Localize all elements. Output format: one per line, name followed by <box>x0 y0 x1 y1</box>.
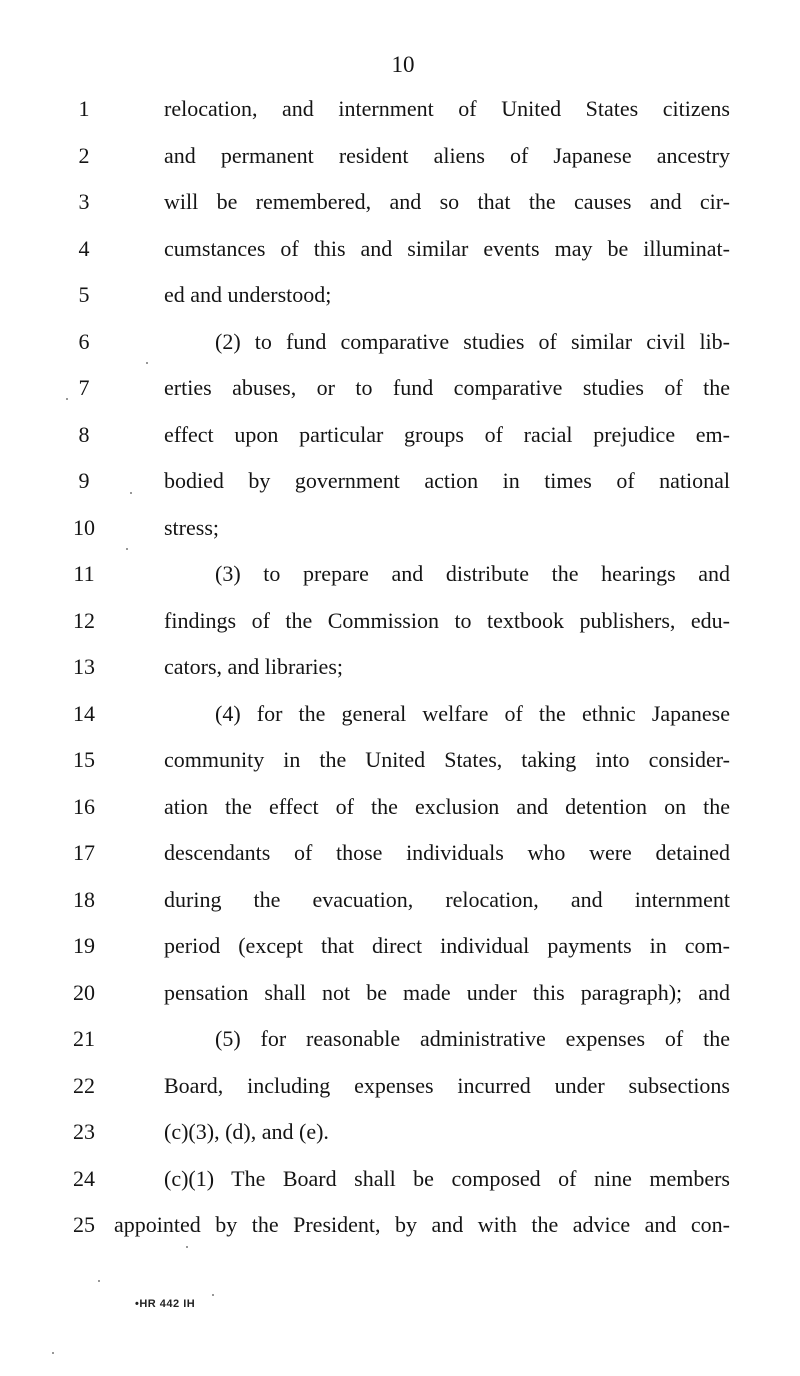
bill-text <box>114 92 730 1255</box>
paragraph-start-line: (2) to fund comparative studies of similar civil lib- <box>215 328 730 354</box>
line-number: 6 <box>78 328 90 354</box>
line-number: 5 <box>78 282 90 307</box>
line-number: 9 <box>78 468 90 493</box>
scan-speck <box>52 1352 54 1354</box>
text-line: bodied by government action in times of national <box>164 468 730 493</box>
line-number: 14 <box>73 700 95 726</box>
text-line: effect upon particular groups of racial prejudice em- <box>164 421 730 447</box>
text-line: will be remembered, and so that the causes and cir- <box>164 189 730 214</box>
line-number: 24 <box>73 1165 95 1191</box>
scan-speck <box>98 1280 100 1282</box>
text-line: ed and understood; <box>164 282 332 307</box>
line-number: 3 <box>78 189 90 214</box>
line-number: 13 <box>73 654 95 679</box>
text-line: and permanent resident aliens of Japanese ancestry <box>164 142 730 168</box>
line-number: 4 <box>78 235 90 261</box>
text-line: community in the United States, taking into consider- <box>164 747 730 772</box>
paragraph-start-line: (5) for reasonable administrative expenses of the <box>215 1026 730 1051</box>
line-number: 12 <box>73 607 95 633</box>
subsection-start-line: (c)(1) The Board shall be composed of nine members <box>164 1165 730 1191</box>
line-number: 2 <box>78 142 90 168</box>
text-line: appointed by the President, by and with the advice and con- <box>114 1212 730 1237</box>
text-line: Board, including expenses incurred under subsections <box>164 1072 730 1098</box>
line-number: 17 <box>73 840 95 865</box>
line-number: 7 <box>78 375 90 400</box>
line-number: 8 <box>78 421 90 447</box>
line-number-column <box>60 92 108 1255</box>
text-line: descendants of those individuals who were detained <box>164 840 730 865</box>
line-number: 15 <box>73 747 95 772</box>
scan-speck <box>66 398 68 400</box>
scan-speck <box>130 492 132 494</box>
line-number: 20 <box>73 979 95 1005</box>
page-number: 10 <box>391 52 415 77</box>
text-line: findings of the Commission to textbook publishers, edu- <box>164 607 730 633</box>
paragraph-start-line: (3) to prepare and distribute the hearings and <box>215 561 730 586</box>
paragraph-start-line: (4) for the general welfare of the ethnic Japanese <box>215 700 730 726</box>
text-line: relocation, and internment of United States citizens <box>164 96 730 121</box>
line-number: 16 <box>73 793 95 819</box>
line-number: 11 <box>73 561 95 586</box>
text-line: stress; <box>164 514 219 540</box>
line-number: 10 <box>73 514 95 540</box>
bill-code: •HR 442 IH <box>135 1298 196 1310</box>
line-number: 21 <box>73 1026 95 1051</box>
text-line: cators, and libraries; <box>164 654 343 679</box>
text-line: erties abuses, or to fund comparative studies of the <box>164 375 730 400</box>
line-number: 18 <box>73 886 95 912</box>
line-number: 25 <box>73 1212 95 1237</box>
text-line: during the evacuation, relocation, and internment <box>164 886 730 912</box>
text-line: pensation shall not be made under this paragraph); and <box>164 979 730 1005</box>
text-line: ation the effect of the exclusion and detention on the <box>164 793 730 819</box>
scan-speck <box>146 362 148 364</box>
scan-speck <box>212 1294 214 1296</box>
text-line: (c)(3), (d), and (e). <box>164 1119 329 1144</box>
line-number: 23 <box>73 1119 95 1144</box>
scan-speck <box>126 548 128 550</box>
line-number: 1 <box>78 96 90 121</box>
line-number: 22 <box>73 1072 95 1098</box>
line-number: 19 <box>73 933 95 958</box>
scan-speck <box>186 1246 188 1248</box>
text-line: period (except that direct individual payments in com- <box>164 933 730 958</box>
text-line: cumstances of this and similar events may be illuminat- <box>164 235 730 261</box>
